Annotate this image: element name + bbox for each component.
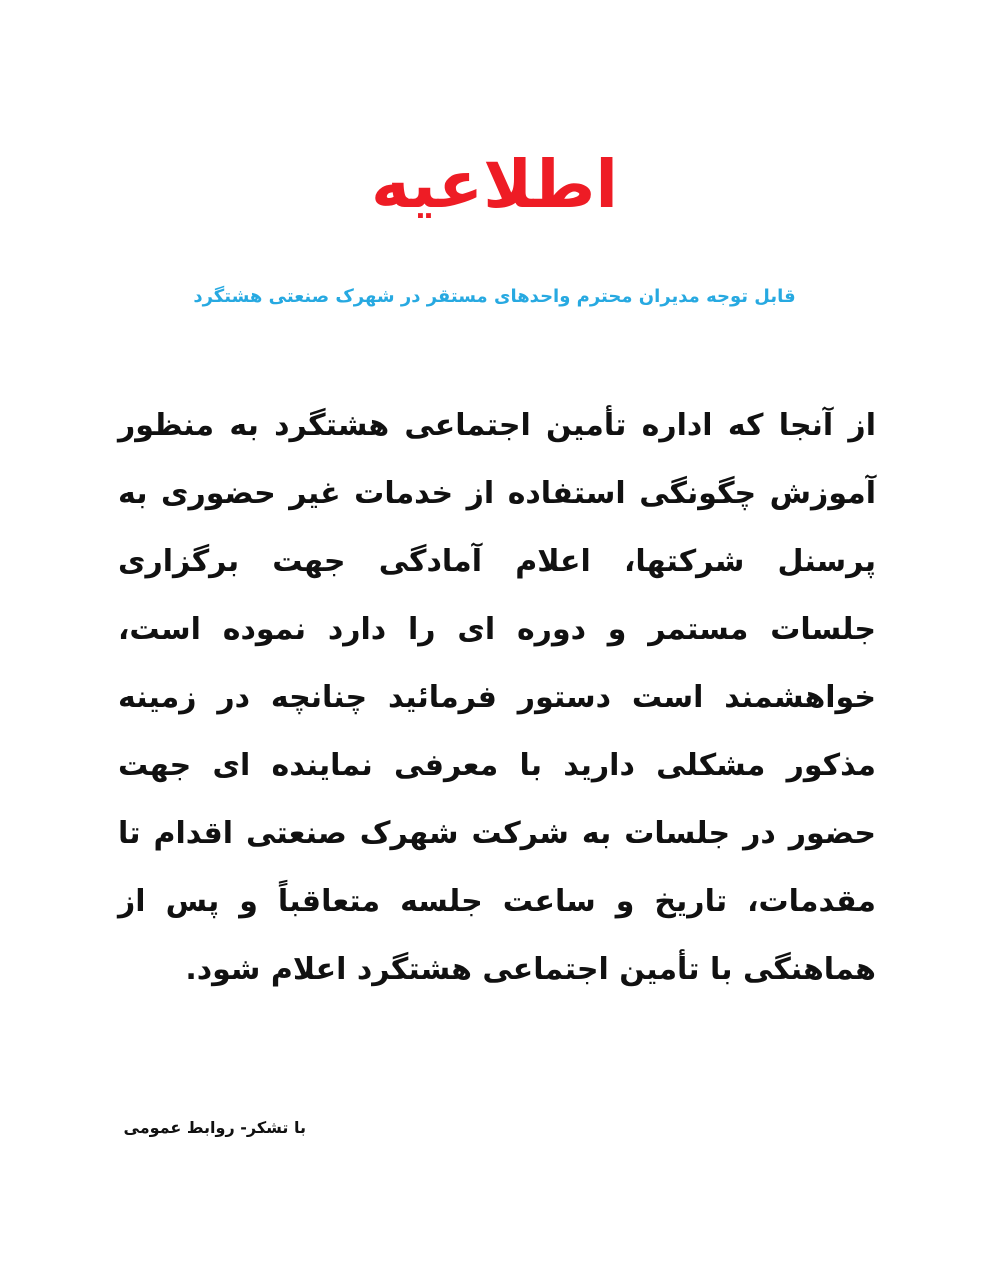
notice-subtitle: قابل توجه مدیران محترم واحدهای مستقر در شهرک صنعتی هشتگرد	[193, 286, 796, 307]
signature: با تشکر- روابط عمومی	[123, 1118, 306, 1137]
notice-body: از آنجا که اداره تأمین اجتماعی هشتگرد به منظور آموزش چگونگی استفاده از خدمات غیر حضوری به پرسنل شرکتها، اعلام آمادگی جهت برگزاری جلسات مستمر و دوره ای را دارد نموده است، خواهشمند است دستور فرمائید چنانچه در زمینه مذکور مشکلی دارید با معرفی نماینده ای جهت حضور در جلسات به شرکت شهرک صنعتی اقدام تا مقدمات، تاریخ و ساعت جلسه متعاقباً و پس از هماهنگی با تأمین اجتماعی هشتگرد اعلام شود.	[118, 408, 876, 987]
notice-title: اطلاعیه	[371, 146, 618, 223]
